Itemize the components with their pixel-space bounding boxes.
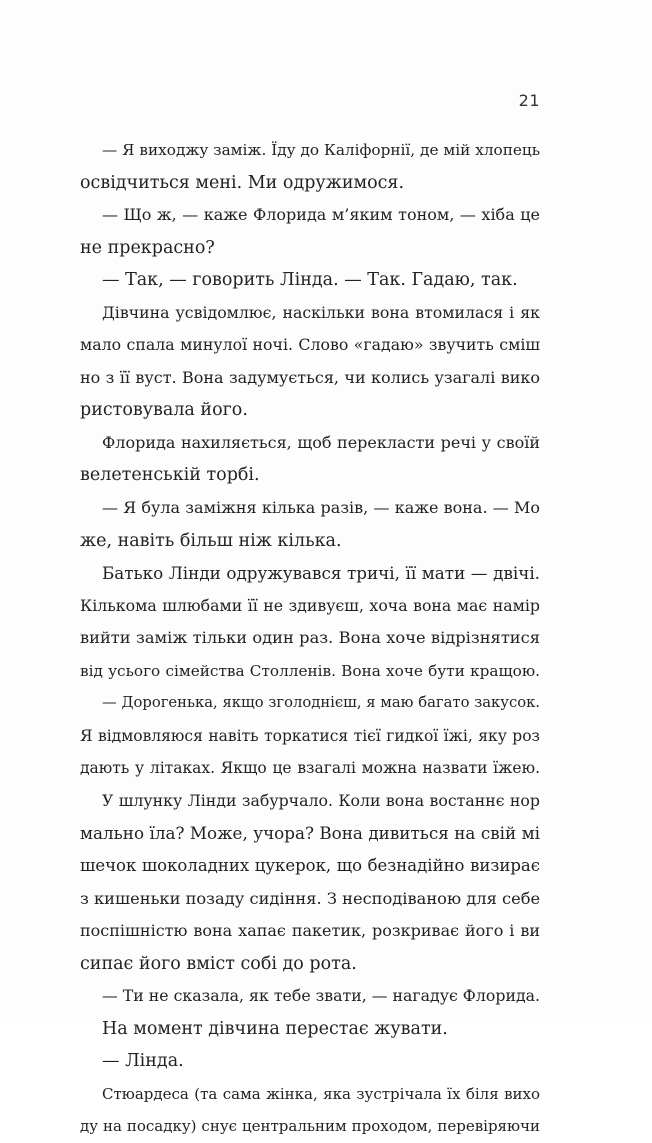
- text-line: же, навіть більш ніж кілька.: [80, 530, 342, 551]
- text-line: — Дорогенька, якщо зголоднієш, я маю багато закусок.: [102, 694, 540, 712]
- text-line: — Так, — говорить Лінда. — Так. Гадаю, так.: [102, 270, 518, 291]
- text-line: шечок шоколадних цукерок, що безнадійно визирає: [80, 856, 540, 876]
- text-line: від усього сімейства Столленів. Вона хоче бути кращою.: [80, 661, 540, 680]
- text-line: освідчиться мені. Ми одружимося.: [80, 172, 405, 193]
- text-line: Я відмовляюся навіть торкатися тієї гидкої їжі, яку роз: [80, 726, 540, 745]
- page-number: 21: [518, 91, 540, 110]
- text-line: вийти заміж тільки один раз. Вона хоче відрізнятися: [80, 628, 540, 648]
- text-line: Батько Лінди одружувався тричі, її мати — двічі.: [102, 563, 540, 584]
- text-line: дають у літаках. Якщо це взагалі можна назвати їжею.: [80, 759, 540, 778]
- text-line: — Я була заміжня кілька разів, — каже вона. — Мо: [102, 498, 540, 518]
- text-line: Дівчина усвідомлює, наскільки вона втомилася і як: [102, 302, 540, 322]
- text-line: — Лінда.: [102, 1051, 184, 1072]
- text-line: з кишеньки позаду сидіння. З несподіваною для себе: [80, 888, 540, 908]
- text-line: Кількома шлюбами її не здивуєш, хоча вона має намір: [80, 595, 540, 615]
- body-text: [80, 134, 540, 1143]
- text-line: не прекрасно?: [80, 237, 215, 258]
- text-line: велетенській торбі.: [80, 465, 260, 486]
- text-line: ду на посадку) снує центральним проходом, перевіряючи: [80, 1117, 540, 1136]
- text-line: — Ти не сказала, як тебе звати, — нагадує Флорида.: [102, 986, 540, 1006]
- text-line: мало спала минулої ночі. Слово «гадаю» звучить сміш: [80, 335, 540, 355]
- text-line: На момент дівчина перестає жувати.: [102, 1018, 448, 1039]
- text-line: сипає його вміст собі до рота.: [80, 953, 357, 974]
- text-line: мально їла? Може, учора? Вона дивиться на свій мі: [80, 823, 540, 844]
- text-line: — Що ж, — каже Флорида м’яким тоном, — хіба це: [102, 205, 540, 225]
- text-line: Стюардеса (та сама жінка, яка зустрічала їх біля вихо: [102, 1084, 540, 1103]
- text-line: — Я виходжу заміж. Їду до Каліфорнії, де мій хлопець: [102, 141, 540, 159]
- text-line: Флорида нахиляється, щоб перекласти речі у своїй: [102, 432, 540, 452]
- text-line: но з її вуст. Вона задумується, чи колись узагалі вико: [80, 367, 540, 387]
- text-line: поспішністю вона хапає пакетик, розкриває його і ви: [80, 921, 540, 941]
- text-line: ристовувала його.: [80, 400, 248, 421]
- text-line: У шлунку Лінди забурчало. Коли вона востаннє нор: [102, 790, 540, 810]
